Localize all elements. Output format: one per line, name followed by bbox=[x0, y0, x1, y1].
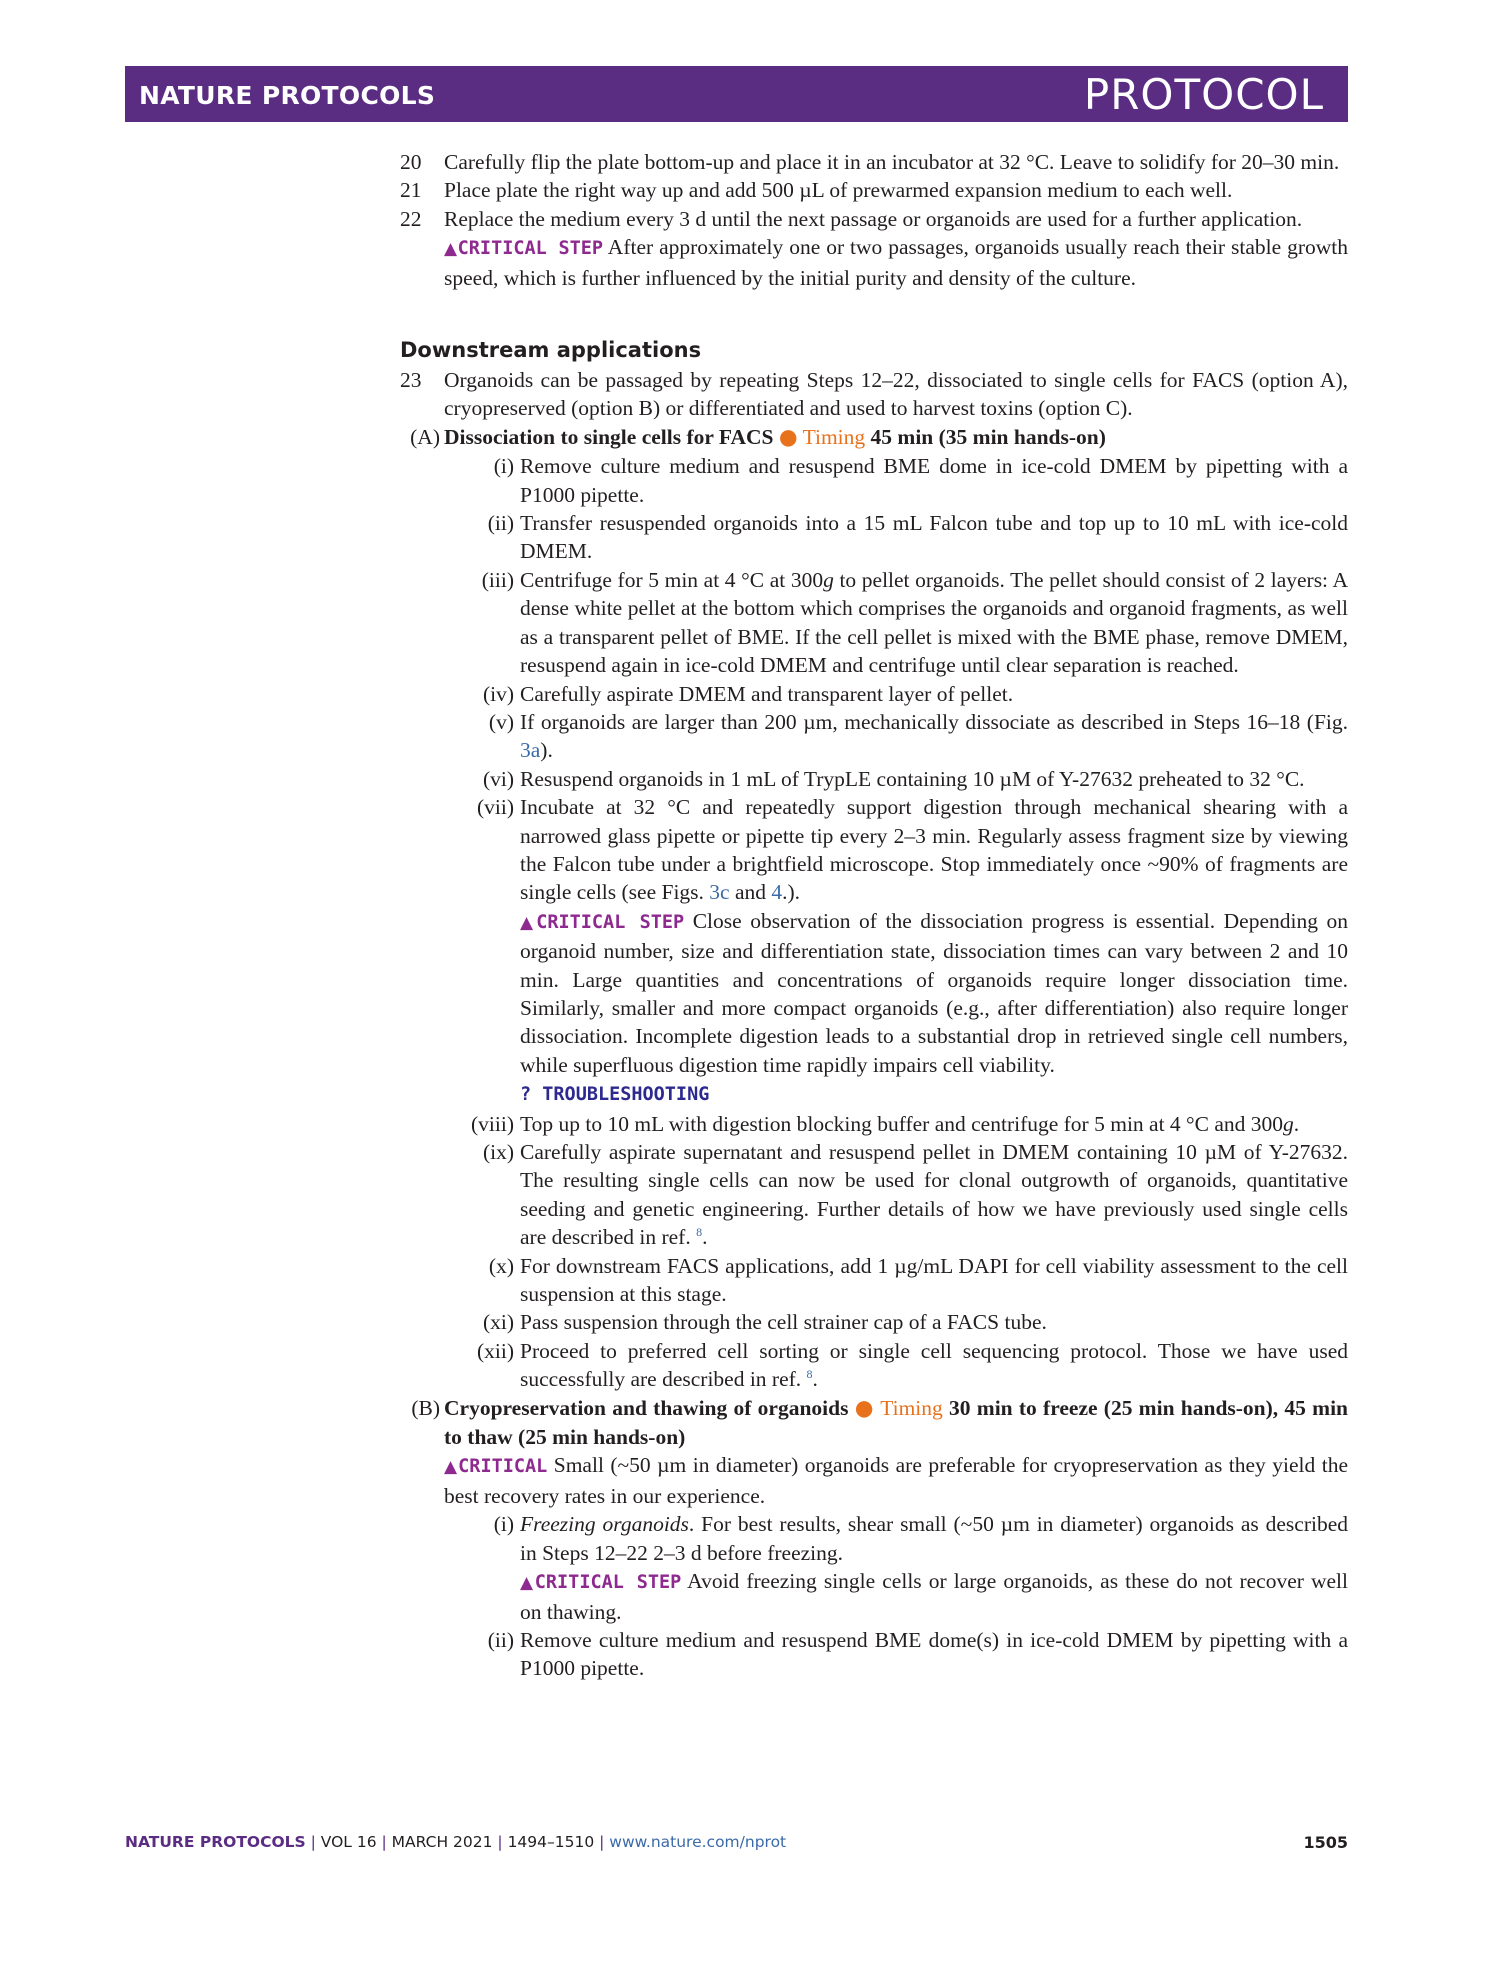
critical-step-note bbox=[400, 907, 1348, 1079]
item-text: Carefully aspirate supernatant and resuspend pellet in DMEM containing 10 µM of Y-27632. The resulting single cells can now be used for clonal outgrowth of organoids, quantitative seeding and genetic engineering. Further details of how we have previously used single cells are described in ref. $^8$. bbox=[520, 1140, 1348, 1250]
item-number: (iv) bbox=[482, 681, 514, 706]
step-20 bbox=[400, 148, 1348, 176]
footer-url-link[interactable]: www.nature.com/nprot bbox=[609, 1833, 787, 1851]
critical-text: Avoid freezing single cells or large organoids, as these do not recover well on thawing. bbox=[520, 1569, 1349, 1624]
main-content bbox=[400, 148, 1348, 1683]
critical-label: ▲CRITICAL STEP bbox=[520, 911, 685, 933]
item-text: Transfer resuspended organoids into a 15 mL Falcon tube and top up to 10 mL with ice-cold DMEM. bbox=[520, 511, 1348, 564]
list-item bbox=[400, 793, 1348, 907]
timing-dot-icon: ● bbox=[778, 424, 798, 450]
item-number: (ii) bbox=[487, 511, 514, 536]
footer-date: MARCH 2021 bbox=[391, 1833, 493, 1851]
troubleshooting-link[interactable]: ? TROUBLESHOOTING bbox=[520, 1084, 710, 1106]
option-title: Cryopreservation and thawing of organoids bbox=[444, 1395, 849, 1420]
step-number: 21 bbox=[400, 178, 422, 203]
page-number: 1505 bbox=[1303, 1833, 1348, 1852]
item-number: (v) bbox=[488, 709, 514, 734]
step-number: 22 bbox=[400, 206, 422, 231]
step-21 bbox=[400, 176, 1348, 204]
item-number: (vii) bbox=[476, 795, 514, 820]
warning-triangle-icon: ▲ bbox=[444, 1457, 459, 1478]
item-text: Carefully aspirate DMEM and transparent layer of pellet. bbox=[520, 681, 1014, 706]
list-item bbox=[400, 765, 1348, 793]
journal-banner bbox=[125, 66, 1348, 122]
item-text: Centrifuge for 5 min at 4 °C at 300g to pellet organoids. The pellet should consist of 2 layers: A dense white pellet at the bottom which comprises the organoids and organoid fragments, as well as a transparent pellet of BME. If the cell pellet is mixed with the BME phase, remove DMEM, resuspend again in ice-cold DMEM and centrifuge until clear separation is reached. bbox=[520, 567, 1348, 678]
list-item bbox=[400, 1626, 1348, 1683]
list-item bbox=[400, 1138, 1348, 1252]
option-title: Dissociation to single cells for FACS bbox=[444, 424, 774, 449]
timing-label: Timing bbox=[802, 424, 866, 449]
option-label: (A) bbox=[410, 424, 440, 449]
item-text: Remove culture medium and resuspend BME dome(s) in ice-cold DMEM by pipetting with a P1000 pipette. bbox=[520, 1627, 1348, 1681]
list-item bbox=[400, 1110, 1348, 1138]
list-item bbox=[400, 509, 1348, 566]
item-number: (viii) bbox=[471, 1111, 514, 1136]
step-text: Organoids can be passaged by repeating Steps 12–22, dissociated to single cells for FACS (option A), cryopreserved (option B) or differentiated and used to harvest toxins (option C). bbox=[444, 368, 1348, 421]
item-number: (xi) bbox=[482, 1310, 514, 1335]
step-number: 23 bbox=[400, 368, 422, 393]
critical-text: After approximately one or two passages, organoids usually reach their stable growth speed, which is further influenced by the initial purity and density of the culture. bbox=[444, 235, 1349, 290]
item-text: Resuspend organoids in 1 mL of TrypLE containing 10 µM of Y-27632 preheated to 32 °C. bbox=[520, 766, 1305, 791]
list-item bbox=[400, 1252, 1348, 1309]
option-label: (B) bbox=[411, 1395, 440, 1420]
warning-triangle-icon: ▲ bbox=[444, 239, 458, 260]
critical-text: Small (~50 µm in diameter) organoids are preferable for cryopreservation as they yield the best recovery rates in our experience. bbox=[444, 1453, 1348, 1508]
reference-link[interactable]: 8 bbox=[696, 1225, 703, 1240]
figure-link[interactable]: 3a bbox=[520, 738, 541, 763]
item-number: (xii) bbox=[476, 1338, 514, 1363]
item-number: (ix) bbox=[482, 1140, 514, 1164]
option-b-heading bbox=[400, 1394, 1348, 1452]
list-item bbox=[400, 1510, 1348, 1567]
item-number: (vi) bbox=[482, 766, 514, 791]
item-text: Top up to 10 mL with digestion blocking buffer and centrifuge for 5 min at 4 °C and 300g. bbox=[520, 1111, 1300, 1136]
critical-label: ▲CRITICAL bbox=[444, 1456, 548, 1478]
journal-name: NATURE PROTOCOLS bbox=[139, 81, 436, 110]
footer-pages: 1494–1510 bbox=[507, 1833, 595, 1851]
item-text: Freezing organoids. For best results, shear small (~50 µm in diameter) organoids as described in Steps 12–22 2–3 d before freezing. bbox=[520, 1512, 1348, 1565]
step-22 bbox=[400, 205, 1348, 233]
footer-volume: VOL 16 bbox=[320, 1833, 377, 1851]
step-text: Carefully flip the plate bottom-up and place it in an incubator at 32 °C. Leave to solidify for 20–30 min. bbox=[444, 150, 1340, 174]
timing-value: 45 min (35 min hands-on) bbox=[870, 424, 1106, 449]
step-text: Replace the medium every 3 d until the next passage or organoids are used for a further application. bbox=[444, 206, 1303, 231]
critical-label: ▲CRITICAL STEP bbox=[444, 238, 604, 260]
critical-text: Close observation of the dissociation progress is essential. Depending on organoid number, size and differentiation state, dissociation times can vary between 2 and 10 min. Large quantities and concentrations of organoids require longer dissociation time. Similarly, smaller and more compact organoids (e.g., after differentiation) also require longer dissociation. Incomplete digestion leads to a substantial drop in retrieved single cell numbers, while superfluous digestion time rapidly impairs cell viability. bbox=[520, 908, 1349, 1077]
figure-link[interactable]: 4 bbox=[771, 880, 783, 905]
warning-triangle-icon: ▲ bbox=[520, 912, 537, 933]
item-text: Remove culture medium and resuspend BME dome in ice-cold DMEM by pipetting with a P1000 pipette. bbox=[520, 454, 1348, 507]
step-text: Place plate the right way up and add 500 µL of prewarmed expansion medium to each well. bbox=[444, 178, 1233, 203]
critical-note bbox=[400, 1451, 1348, 1510]
page-footer bbox=[125, 1833, 1348, 1859]
list-item bbox=[400, 452, 1348, 509]
list-item bbox=[400, 708, 1348, 765]
item-number: (i) bbox=[493, 1512, 514, 1537]
item-text: Proceed to preferred cell sorting or single cell sequencing protocol. Those we have used successfully are described in ref. $^8$. bbox=[520, 1338, 1348, 1392]
critical-step-note bbox=[400, 233, 1348, 292]
warning-triangle-icon: ▲ bbox=[520, 1573, 535, 1594]
list-item bbox=[400, 1337, 1348, 1394]
list-item bbox=[400, 566, 1348, 680]
timing-dot-icon: ● bbox=[854, 1395, 875, 1421]
footer-journal: NATURE PROTOCOLS bbox=[125, 1833, 306, 1851]
article-type: PROTOCOL bbox=[1083, 70, 1324, 119]
item-number: (i) bbox=[493, 454, 514, 479]
item-text: If organoids are larger than 200 µm, mechanically dissociate as described in Steps 16–18 (Fig. 3a). bbox=[520, 709, 1348, 763]
item-number: (iii) bbox=[481, 567, 514, 592]
critical-step-note bbox=[400, 1567, 1348, 1626]
timing-value: 30 min to freeze (25 min hands-on), 45 min to thaw (25 min hands-on) bbox=[444, 1395, 1349, 1450]
step-number: 20 bbox=[400, 150, 422, 174]
item-number: (ii) bbox=[487, 1627, 514, 1652]
critical-label: ▲CRITICAL STEP bbox=[520, 1572, 682, 1594]
list-item bbox=[400, 680, 1348, 708]
step-23 bbox=[400, 366, 1348, 423]
list-item bbox=[400, 1308, 1348, 1336]
section-heading: Downstream applications bbox=[400, 338, 702, 363]
option-a-heading bbox=[400, 423, 1348, 452]
figure-link[interactable]: 3c bbox=[709, 880, 730, 905]
item-text: Pass suspension through the cell strainer cap of a FACS tube. bbox=[520, 1310, 1047, 1335]
item-text: For downstream FACS applications, add 1 µg/mL DAPI for cell viability assessment to the cell suspension at this stage. bbox=[520, 1253, 1348, 1307]
item-number: (x) bbox=[488, 1253, 514, 1278]
timing-label: Timing bbox=[880, 1395, 943, 1420]
item-text: Incubate at 32 °C and repeatedly support digestion through mechanical shearing with a narrowed glass pipette or pipette tip every 2–3 min. Regularly assess fragment size by viewing the Falcon tube under a brightfield microscope. Stop immediately once ~90% of fragments are single cells (see Figs. 3c and 4.). bbox=[520, 795, 1348, 905]
reference-link[interactable]: 8 bbox=[806, 1367, 813, 1382]
footer-citation: NATURE PROTOCOLS | VOL 16 | MARCH 2021 | 1494–1510 | www.nature.com/nprot bbox=[125, 1833, 787, 1851]
